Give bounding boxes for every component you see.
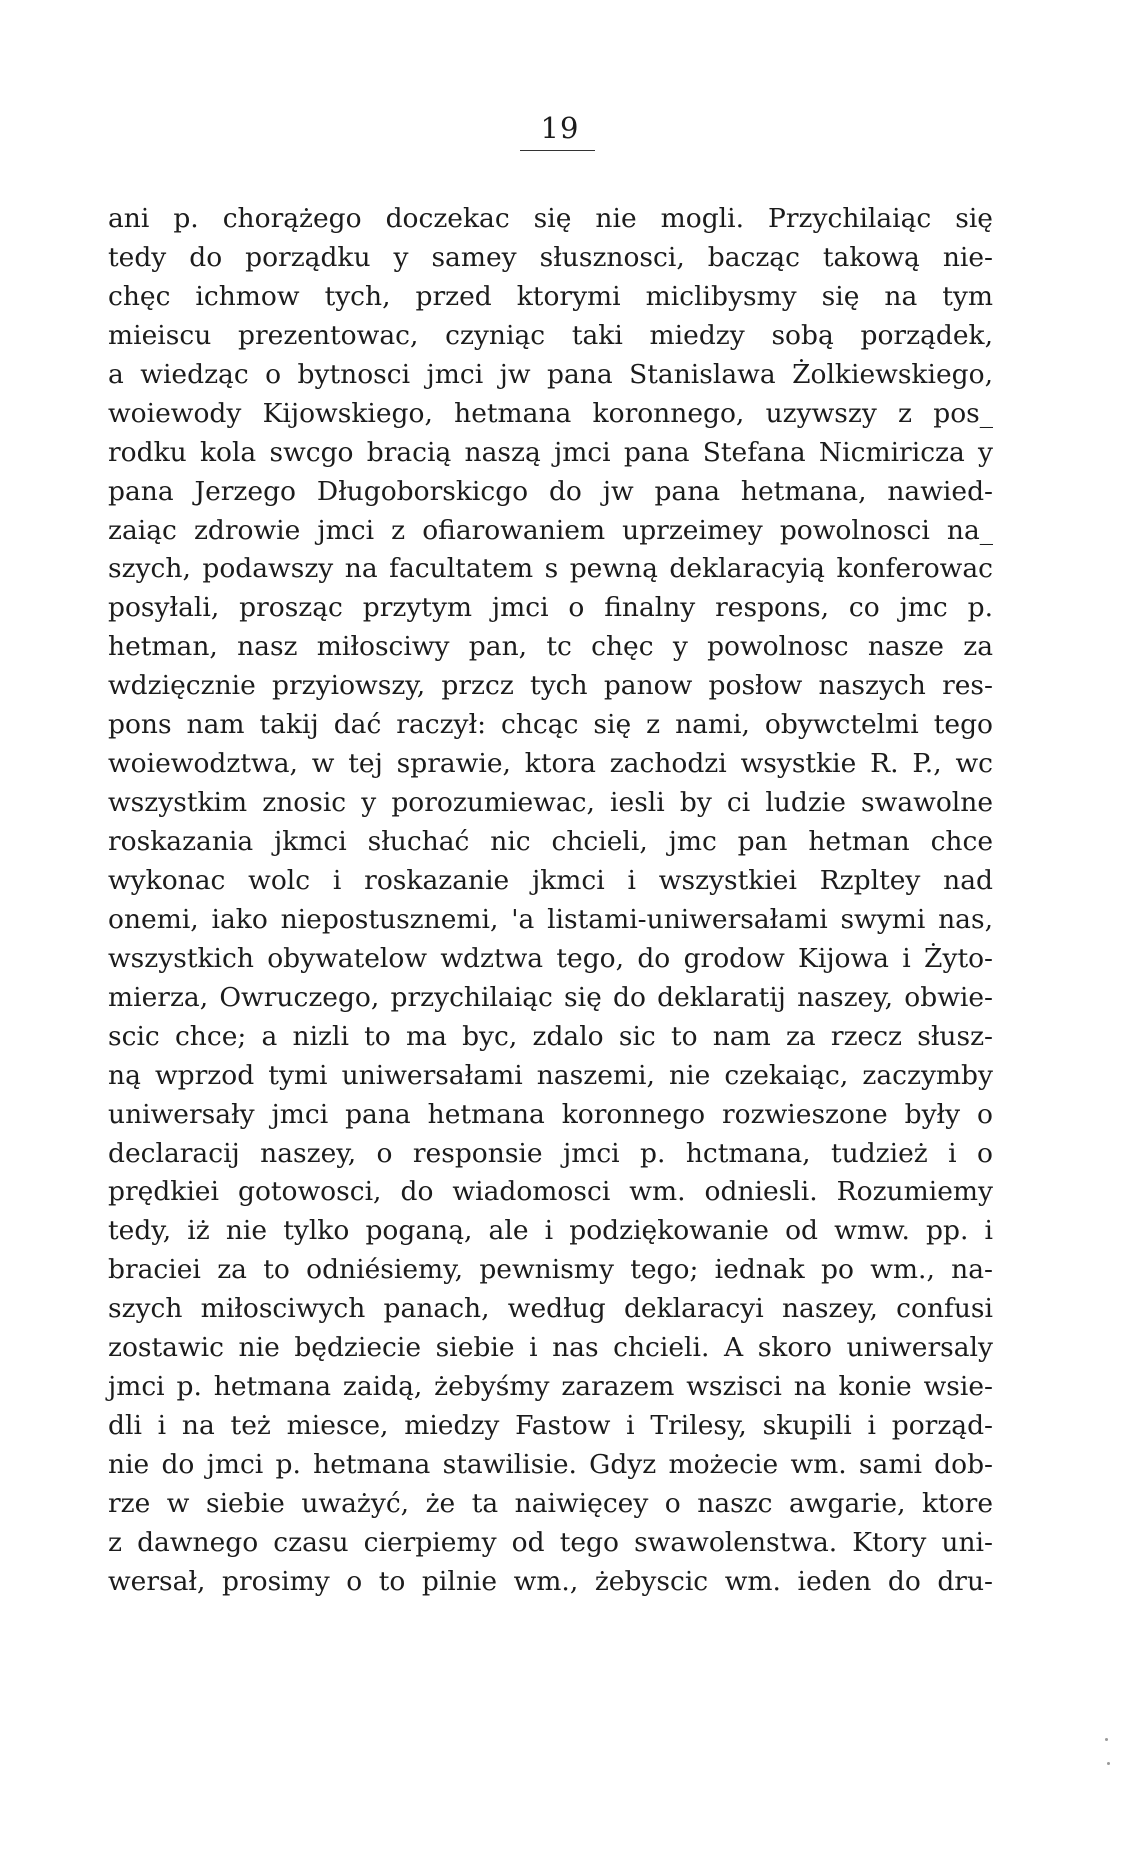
text-line: scic chce; a nizli to ma byc, zdalo sic to nam za rzecz słusz-: [108, 1020, 993, 1052]
text-line: ani p. chorążego doczekac się nie mogli. Przychilaiąc się: [108, 203, 993, 234]
text-line: wszystkich obywatelow wdztwa tego, do grodow Kijowa i Żyto-: [108, 942, 993, 974]
text-line: a wiedząc o bytnosci jmci jw pana Stanislawa Żolkiewskiego,: [108, 358, 993, 390]
text-line: zostawic nie będziecie siebie i nas chcieli. A skoro uniwersaly: [108, 1332, 993, 1364]
text-line: woiewodztwa, w tej sprawie, ktora zachodzi wsystkie R. P., wc: [108, 748, 993, 780]
text-line: dli i na też miesce, miedzy Fastow i Trilesy, skupili i porząd-: [108, 1410, 993, 1442]
page-speck: [1107, 1762, 1110, 1765]
text-line: uniwersały jmci pana hetmana koronnego rozwieszone były o: [108, 1098, 993, 1130]
text-line: ną wprzod tymi uniwersałami naszemi, nie czekaiąc, zaczymby: [108, 1059, 993, 1091]
text-line: wdzięcznie przyiowszy, przcz tych panow posłow naszych res-: [108, 670, 993, 702]
text-line: jmci p. hetmana zaidą, żebyśmy zarazem wszisci na konie wsie-: [108, 1371, 993, 1403]
page-number-underline: [520, 150, 595, 151]
text-line: hetman, nasz miłosciwy pan, tc chęc y powolnosc nasze za: [108, 631, 993, 663]
page-number: 19: [540, 111, 580, 145]
text-line: pana Jerzego Długoborskicgo do jw pana hetmana, nawied-: [108, 475, 993, 507]
text-line: szych, podawszy na facultatem s pewną deklaracyią konferowac: [108, 553, 993, 585]
text-line: szych miłosciwych panach, według deklaracyi naszey, confusi: [108, 1293, 993, 1325]
text-line: woiewody Kijowskiego, hetmana koronnego, uzywszy z pos_: [108, 397, 993, 429]
text-line: rze w siebie uważyć, że ta naiwięcey o naszc awgarie, ktore: [108, 1487, 993, 1519]
text-line: zaiąc zdrowie jmci z ofiarowaniem uprzeimey powolnosci na_: [108, 514, 993, 546]
text-line: wszystkim znosic y porozumiewac, iesli by ci ludzie swawolne: [108, 787, 993, 819]
text-line: rodku kola swcgo bracią naszą jmci pana Stefana Nicmiricza y: [108, 436, 993, 468]
text-line: chęc ichmow tych, przed ktorymi miclibysmy się na tym: [108, 280, 993, 312]
text-line: braciei za to odniésiemy, pewnismy tego; iednak po wm., na-: [108, 1254, 993, 1286]
text-line: pons nam takij dać raczył: chcąc się z nami, obywctelmi tego: [108, 709, 993, 741]
text-line: mierza, Owruczego, przychilaiąc się do deklaratij naszey, obwie-: [108, 981, 993, 1013]
text-line: posyłali, prosząc przytym jmci o finalny respons, co jmc p.: [108, 592, 993, 624]
text-line: mieiscu prezentowac, czyniąc taki miedzy sobą porządek,: [108, 319, 993, 351]
body-text: [108, 200, 993, 1602]
text-line: wykonac wolc i roskazanie jkmci i wszystkiei Rzpltey nad: [108, 864, 993, 896]
text-line: prędkiei gotowosci, do wiadomosci wm. odniesli. Rozumiemy: [108, 1176, 993, 1208]
text-line: declaracij naszey, o responsie jmci p. hctmana, tudzież i o: [108, 1137, 993, 1169]
text-line: roskazania jkmci słuchać nic chcieli, jmc pan hetman chce: [108, 826, 993, 857]
text-line: wersał, prosimy o to pilnie wm., żebyscic wm. ieden do dru-: [108, 1565, 993, 1597]
text-line: z dawnego czasu cierpiemy od tego swawolenstwa. Ktory uni-: [108, 1526, 993, 1558]
text-line: tedy do porządku y samey słusznosci, bacząc takową nie-: [108, 241, 993, 273]
text-line: onemi, iako niepostusznemi, 'a listami-uniwersałami swymi nas,: [108, 903, 993, 935]
page-speck: [1105, 1738, 1108, 1741]
text-line: tedy, iż nie tylko poganą, ale i podziękowanie od wmw. pp. i: [108, 1215, 993, 1247]
text-line: nie do jmci p. hetmana stawilisie. Gdyz możecie wm. sami dob-: [108, 1449, 993, 1480]
